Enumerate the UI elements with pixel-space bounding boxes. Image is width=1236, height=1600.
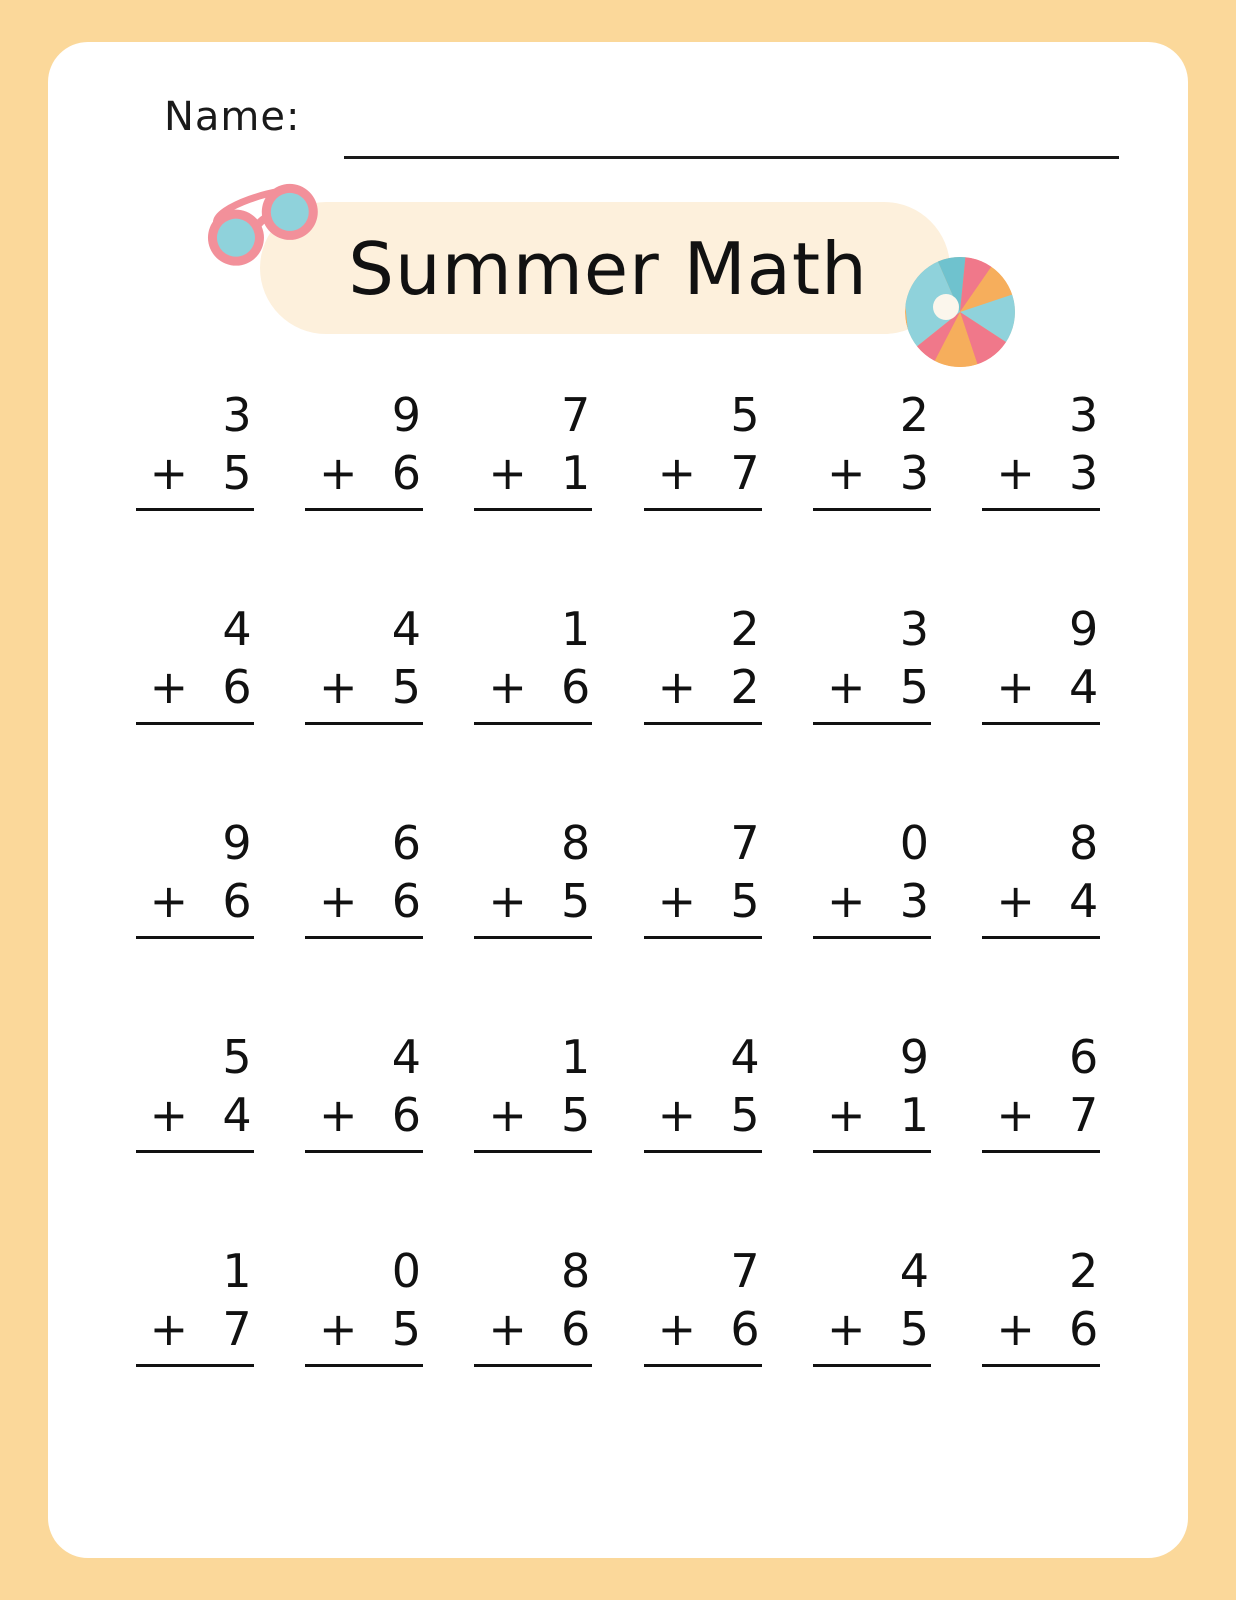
- addend-bottom: 5: [899, 660, 929, 714]
- addend-top: 2: [899, 388, 929, 442]
- addend-bottom: 6: [561, 660, 591, 714]
- addend-bottom: 5: [561, 874, 591, 928]
- operator: +: [657, 1302, 697, 1356]
- addend-bottom: 6: [222, 874, 252, 928]
- addend-top: 9: [391, 388, 421, 442]
- operator: +: [657, 1088, 697, 1142]
- problem-cell: [618, 380, 787, 594]
- operator: +: [149, 874, 189, 928]
- problem-cell: [618, 1022, 787, 1236]
- answer-rule[interactable]: [813, 1150, 931, 1153]
- problem-cell: [618, 594, 787, 808]
- answer-rule[interactable]: [305, 508, 423, 511]
- operator: +: [149, 660, 189, 714]
- addend-top: 4: [391, 1030, 421, 1084]
- addend-bottom: 6: [730, 1302, 760, 1356]
- addend-top: 6: [1069, 1030, 1099, 1084]
- answer-rule[interactable]: [982, 508, 1100, 511]
- operator: +: [318, 1088, 358, 1142]
- addend-top: 1: [561, 1030, 591, 1084]
- operator: +: [149, 1088, 189, 1142]
- operator: +: [996, 660, 1035, 714]
- answer-rule[interactable]: [474, 1150, 592, 1153]
- addend-bottom: 6: [391, 446, 421, 500]
- problem-cell: [110, 380, 279, 594]
- worksheet-page: [48, 42, 1188, 1558]
- operator: +: [149, 446, 189, 500]
- answer-rule[interactable]: [474, 936, 592, 939]
- addend-bottom: 6: [561, 1302, 591, 1356]
- problem-cell: [449, 1022, 618, 1236]
- addend-bottom: 4: [222, 1088, 252, 1142]
- operator: +: [996, 1088, 1035, 1142]
- addend-bottom: 7: [222, 1302, 252, 1356]
- answer-rule[interactable]: [474, 1364, 592, 1367]
- addend-bottom: 5: [222, 446, 252, 500]
- problem-cell: [449, 808, 618, 1022]
- operator: +: [826, 874, 866, 928]
- answer-rule[interactable]: [136, 508, 254, 511]
- problem-cell: [787, 1022, 956, 1236]
- addend-bottom: 6: [391, 1088, 421, 1142]
- problem-cell: [279, 594, 448, 808]
- answer-rule[interactable]: [813, 722, 931, 725]
- answer-rule[interactable]: [305, 1364, 423, 1367]
- problem-cell: [279, 1022, 448, 1236]
- addend-top: 0: [391, 1244, 421, 1298]
- addend-bottom: 3: [899, 446, 929, 500]
- problem-cell: [957, 380, 1126, 594]
- answer-rule[interactable]: [305, 936, 423, 939]
- answer-rule[interactable]: [305, 1150, 423, 1153]
- addend-bottom: 4: [1069, 874, 1099, 928]
- addend-top: 8: [1069, 816, 1099, 870]
- addend-bottom: 5: [561, 1088, 591, 1142]
- answer-rule[interactable]: [982, 1150, 1100, 1153]
- problem-cell: [957, 808, 1126, 1022]
- answer-rule[interactable]: [813, 936, 931, 939]
- problem-cell: [110, 1022, 279, 1236]
- addend-top: 5: [730, 388, 760, 442]
- addend-top: 9: [1069, 602, 1099, 656]
- problem-cell: [449, 594, 618, 808]
- problem-cell: [787, 1236, 956, 1450]
- problem-cell: [787, 808, 956, 1022]
- problem-cell: [279, 1236, 448, 1450]
- addend-bottom: 7: [1069, 1088, 1099, 1142]
- addend-top: 4: [730, 1030, 760, 1084]
- answer-rule[interactable]: [474, 722, 592, 725]
- addend-top: 7: [730, 816, 760, 870]
- answer-rule[interactable]: [813, 1364, 931, 1367]
- addend-bottom: 3: [1069, 446, 1099, 500]
- addend-bottom: 5: [730, 874, 760, 928]
- answer-rule[interactable]: [136, 1150, 254, 1153]
- answer-rule[interactable]: [136, 936, 254, 939]
- addend-top: 3: [1069, 388, 1099, 442]
- addend-top: 9: [222, 816, 252, 870]
- name-write-line[interactable]: [344, 156, 1119, 159]
- operator: +: [826, 446, 866, 500]
- problem-cell: [957, 1236, 1126, 1450]
- answer-rule[interactable]: [644, 508, 762, 511]
- addend-top: 7: [730, 1244, 760, 1298]
- operator: +: [318, 660, 358, 714]
- problem-cell: [279, 808, 448, 1022]
- operator: +: [996, 874, 1035, 928]
- addend-bottom: 6: [391, 874, 421, 928]
- operator: +: [318, 874, 358, 928]
- answer-rule[interactable]: [305, 722, 423, 725]
- answer-rule[interactable]: [474, 508, 592, 511]
- addend-top: 2: [1069, 1244, 1099, 1298]
- answer-rule[interactable]: [644, 936, 762, 939]
- operator: +: [488, 1302, 527, 1356]
- operator: +: [488, 1088, 527, 1142]
- problem-cell: [449, 380, 618, 594]
- problem-cell: [618, 1236, 787, 1450]
- addend-bottom: 7: [730, 446, 760, 500]
- answer-rule[interactable]: [982, 722, 1100, 725]
- operator: +: [657, 660, 697, 714]
- addend-top: 2: [730, 602, 760, 656]
- addend-bottom: 5: [899, 1302, 929, 1356]
- problem-cell: [787, 380, 956, 594]
- answer-rule[interactable]: [982, 936, 1100, 939]
- answer-rule[interactable]: [644, 1150, 762, 1153]
- operator: +: [996, 446, 1035, 500]
- name-label: Name:: [164, 94, 301, 140]
- answer-rule[interactable]: [644, 722, 762, 725]
- addend-top: 5: [222, 1030, 252, 1084]
- problem-cell: [957, 594, 1126, 808]
- addend-bottom: 5: [391, 1302, 421, 1356]
- problem-cell: [110, 808, 279, 1022]
- addend-bottom: 6: [1069, 1302, 1099, 1356]
- answer-rule[interactable]: [136, 1364, 254, 1367]
- addend-bottom: 4: [1069, 660, 1099, 714]
- addend-bottom: 1: [561, 446, 591, 500]
- operator: +: [318, 1302, 358, 1356]
- problem-cell: [787, 594, 956, 808]
- answer-rule[interactable]: [813, 508, 931, 511]
- addend-bottom: 6: [222, 660, 252, 714]
- problem-cell: [449, 1236, 618, 1450]
- addend-top: 8: [561, 816, 591, 870]
- addend-top: 0: [899, 816, 929, 870]
- operator: +: [318, 446, 358, 500]
- operator: +: [826, 1088, 866, 1142]
- problem-cell: [110, 1236, 279, 1450]
- problem-cell: [110, 594, 279, 808]
- operator: +: [488, 446, 527, 500]
- addend-top: 7: [561, 388, 591, 442]
- name-row: [164, 94, 1084, 164]
- operator: +: [826, 660, 866, 714]
- answer-rule[interactable]: [982, 1364, 1100, 1367]
- operator: +: [488, 660, 527, 714]
- addend-top: 8: [561, 1244, 591, 1298]
- problems-grid: [110, 380, 1126, 1450]
- problem-cell: [279, 380, 448, 594]
- addend-bottom: 3: [899, 874, 929, 928]
- addend-top: 6: [391, 816, 421, 870]
- problem-cell: [618, 808, 787, 1022]
- operator: +: [488, 874, 527, 928]
- addend-bottom: 5: [730, 1088, 760, 1142]
- addend-top: 3: [899, 602, 929, 656]
- answer-rule[interactable]: [136, 722, 254, 725]
- addend-bottom: 1: [899, 1088, 929, 1142]
- addend-top: 1: [222, 1244, 252, 1298]
- operator: +: [826, 1302, 866, 1356]
- problem-cell: [957, 1022, 1126, 1236]
- addend-top: 4: [391, 602, 421, 656]
- addend-bottom: 2: [730, 660, 760, 714]
- operator: +: [149, 1302, 189, 1356]
- answer-rule[interactable]: [644, 1364, 762, 1367]
- addend-top: 3: [222, 388, 252, 442]
- addend-top: 4: [899, 1244, 929, 1298]
- operator: +: [996, 1302, 1035, 1356]
- addend-top: 1: [561, 602, 591, 656]
- addend-top: 4: [222, 602, 252, 656]
- page-title: Summer Math: [348, 227, 868, 311]
- addend-top: 9: [899, 1030, 929, 1084]
- operator: +: [657, 874, 697, 928]
- operator: +: [657, 446, 697, 500]
- addend-bottom: 5: [391, 660, 421, 714]
